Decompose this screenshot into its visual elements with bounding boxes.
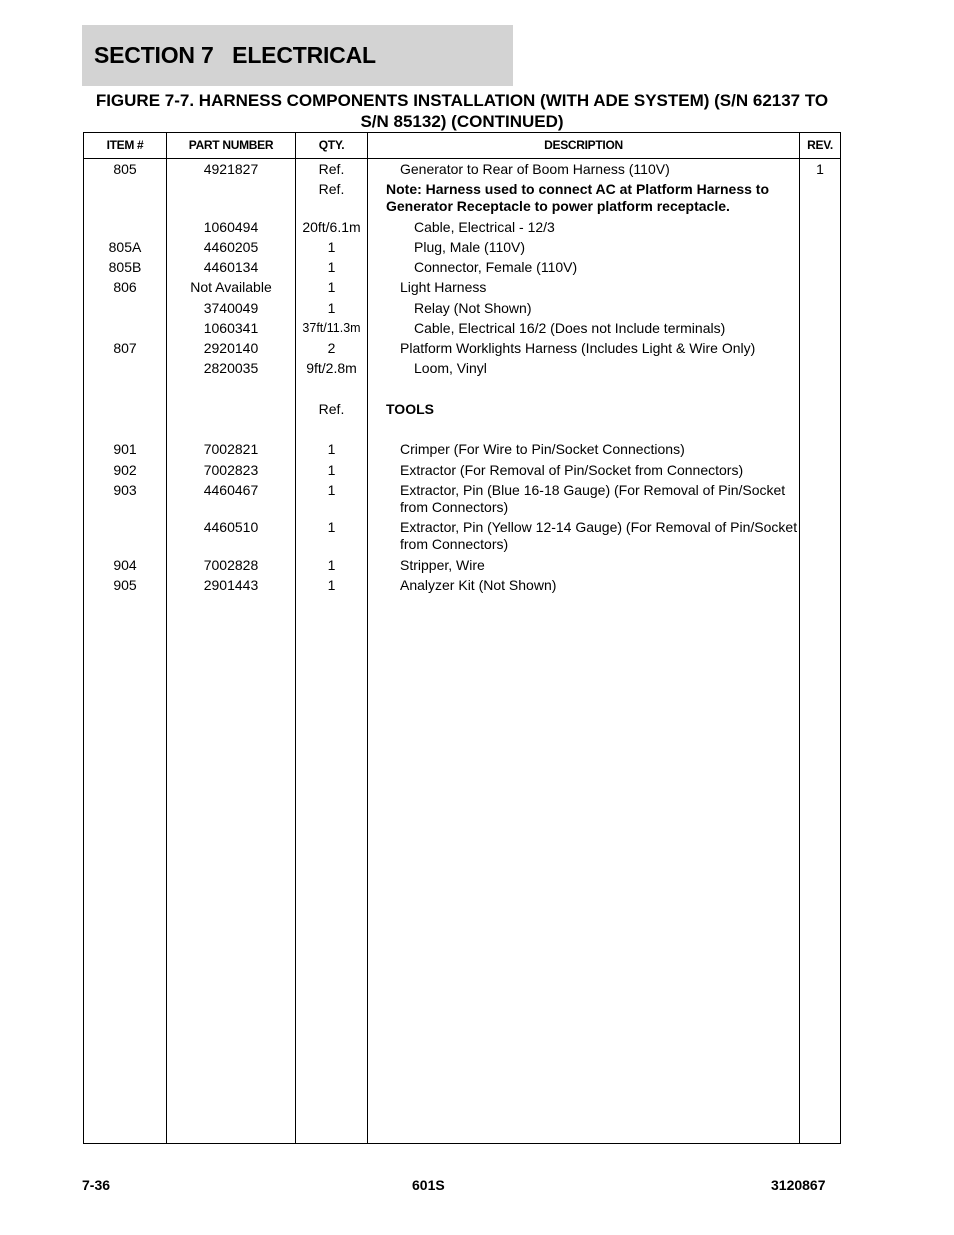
- part-number: 7002823: [203, 462, 259, 478]
- item-number: 806: [113, 279, 137, 295]
- item-number: 805: [113, 161, 137, 177]
- document-number: 3120867: [771, 1177, 826, 1193]
- description: [368, 519, 830, 553]
- item-number: 905: [113, 577, 137, 593]
- description: Cable, Electrical - 12/3: [414, 219, 555, 235]
- description: Analyzer Kit (Not Shown): [400, 577, 557, 593]
- part-number: 7002828: [203, 557, 259, 573]
- quantity: 1: [327, 482, 336, 498]
- note-line-2: Generator Receptacle to power platform receptacle.: [386, 198, 730, 214]
- quantity: 1: [327, 279, 336, 295]
- item-number: 901: [113, 441, 137, 457]
- figure-title-line-2: S/N 85132) (CONTINUED): [360, 112, 564, 131]
- figure-title: [82, 90, 842, 132]
- quantity: Ref.: [318, 181, 345, 197]
- item-number: 807: [113, 340, 137, 356]
- section-title: SECTION 7 ELECTRICAL: [94, 42, 376, 68]
- quantity: 1: [327, 462, 336, 478]
- description-line-1: Extractor, Pin (Yellow 12-14 Gauge) (For Removal of Pin/Socket: [400, 519, 798, 535]
- item-number: 904: [113, 557, 137, 573]
- quantity: Ref.: [318, 401, 345, 417]
- model-name: 601S: [412, 1177, 445, 1193]
- description: Generator to Rear of Boom Harness (110V): [400, 161, 670, 177]
- part-number: 2820035: [203, 360, 259, 376]
- description: Cable, Electrical 16/2 (Does not Include terminals): [414, 320, 726, 336]
- description-line-2: from Connectors): [400, 499, 509, 515]
- part-number: 4460510: [203, 519, 259, 535]
- quantity: 1: [327, 577, 336, 593]
- quantity: 1: [327, 239, 336, 255]
- part-number: 4460467: [203, 482, 259, 498]
- quantity: 1: [327, 557, 336, 573]
- part-number: 4921827: [203, 161, 259, 177]
- item-number: 805B: [108, 259, 142, 275]
- header-item: ITEM #: [106, 138, 144, 152]
- description: Plug, Male (110V): [414, 239, 526, 255]
- quantity: Ref.: [318, 161, 345, 177]
- quantity: 2: [327, 340, 336, 356]
- figure-title-line-1: FIGURE 7-7. HARNESS COMPONENTS INSTALLATION (WITH ADE SYSTEM) (S/N 62137 TO: [95, 91, 829, 110]
- note-description: [368, 181, 816, 215]
- description: Light Harness: [400, 279, 487, 295]
- description: Crimper (For Wire to Pin/Socket Connections): [400, 441, 685, 457]
- item-number: 805A: [108, 239, 142, 255]
- description: Platform Worklights Harness (Includes Light & Wire Only): [400, 340, 756, 356]
- quantity: 1: [327, 300, 336, 316]
- header-qty: QTY.: [318, 138, 345, 152]
- part-number: Not Available: [190, 279, 272, 295]
- header-divider: [84, 158, 840, 159]
- quantity: 1: [327, 519, 336, 535]
- part-number: 1060494: [203, 219, 259, 235]
- part-number: 2920140: [203, 340, 259, 356]
- quantity: 37ft/11.3m: [302, 321, 361, 335]
- part-number: 7002821: [203, 441, 259, 457]
- description: Extractor (For Removal of Pin/Socket from Connectors): [400, 462, 744, 478]
- tools-heading: TOOLS: [386, 401, 434, 417]
- header-rev: REV.: [807, 138, 833, 152]
- part-number: 3740049: [203, 300, 259, 316]
- quantity: 1: [327, 441, 336, 457]
- part-number: 2901443: [203, 577, 259, 593]
- description: Connector, Female (110V): [414, 259, 578, 275]
- header-part-number: PART NUMBER: [188, 138, 274, 152]
- quantity: 1: [327, 259, 336, 275]
- page-number: 7-36: [82, 1177, 111, 1193]
- description: Loom, Vinyl: [414, 360, 487, 376]
- note-line-1: Note: Harness used to connect AC at Platform Harness to: [386, 181, 770, 197]
- part-number: 4460205: [203, 239, 259, 255]
- part-number: 1060341: [203, 320, 259, 336]
- description: Relay (Not Shown): [414, 300, 532, 316]
- quantity: 20ft/6.1m: [302, 219, 361, 235]
- description: Stripper, Wire: [400, 557, 485, 573]
- item-number: 903: [113, 482, 137, 498]
- description: [368, 482, 830, 516]
- revision: 1: [816, 161, 824, 177]
- description-line-1: Extractor, Pin (Blue 16-18 Gauge) (For Removal of Pin/Socket: [400, 482, 786, 498]
- description-line-2: from Connectors): [400, 536, 509, 552]
- parts-table: [83, 132, 841, 1144]
- item-number: 902: [113, 462, 137, 478]
- quantity: 9ft/2.8m: [306, 360, 357, 376]
- part-number: 4460134: [203, 259, 259, 275]
- header-description: DESCRIPTION: [544, 138, 623, 152]
